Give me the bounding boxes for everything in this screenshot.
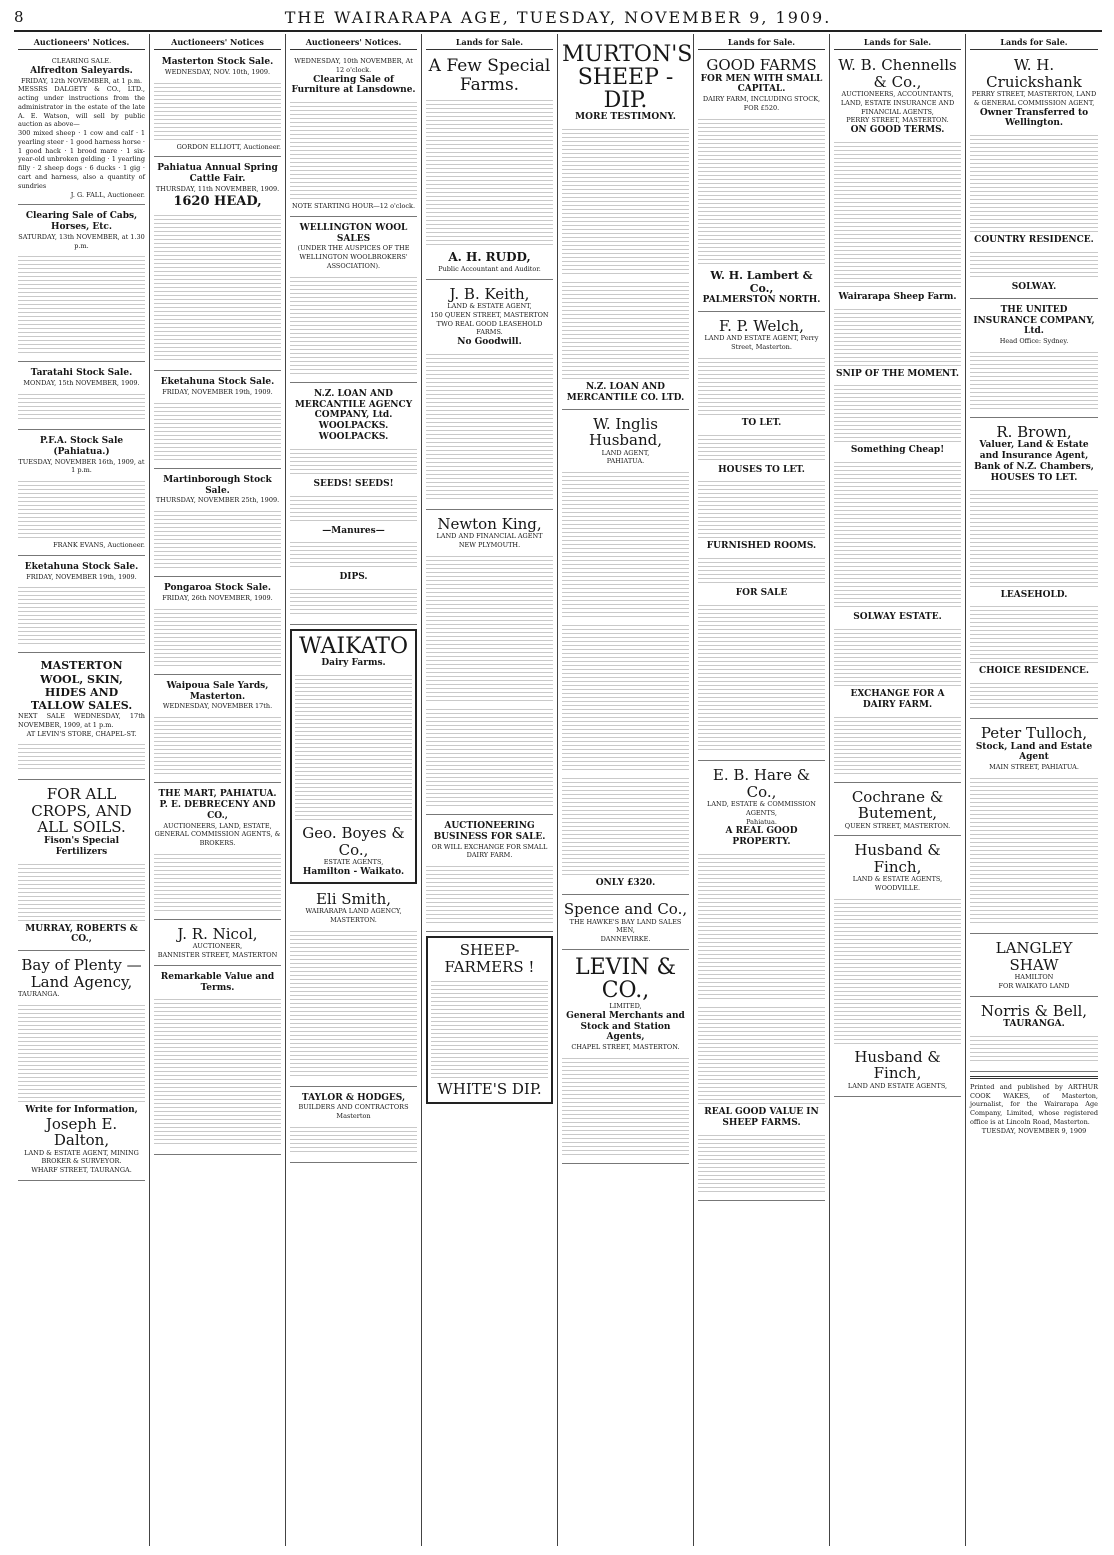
ad-body-text: [18, 584, 145, 644]
ad-body-text: [698, 1132, 825, 1192]
ad-desc: THE HAWKE'S BAY LAND SALES MEN,: [569, 917, 682, 935]
ad-address: WHARF STREET, TAURANGA.: [31, 1166, 132, 1175]
column-header: Lands for Sale.: [426, 34, 553, 50]
ad-body-text: [698, 555, 825, 585]
ad-subtitle: MORE TESTIMONY.: [575, 112, 676, 123]
ad-title: FOR ALL CROPS, AND ALL SOILS.: [31, 785, 132, 837]
ad-title: Clearing Sale of Cabs, Horses, Etc.: [25, 211, 138, 233]
ad-subtitle: Fison's Special Fertilizers: [43, 835, 120, 857]
ad-title: Waipoua Sale Yards, Masterton.: [166, 680, 269, 702]
ad-date: FRIDAY, 26th NOVEMBER, 1909.: [162, 594, 273, 602]
ad-title: THE UNITED INSURANCE COMPANY, Ltd.: [973, 304, 1095, 337]
ad-body-text: [426, 97, 553, 247]
ad-body-text: [426, 706, 553, 806]
ad-desc: Public Accountant and Auditor.: [438, 264, 541, 273]
ad-desc: LIMITED,: [609, 1001, 642, 1010]
ad-body-text: [290, 928, 417, 1078]
ad-fisons: [18, 783, 145, 951]
ad-subtitle: HOUSES TO LET.: [718, 464, 805, 475]
ad-subtitle: FURNISHED ROOMS.: [706, 541, 817, 552]
ad-office: Head Office: Sydney.: [999, 337, 1069, 346]
ad-firm: P. E. DEBRECENY AND CO.,: [159, 799, 276, 821]
ad-desc: ESTATE AGENTS,: [323, 858, 384, 867]
ad-title: Bay of Plenty — Land Agency,: [21, 956, 142, 991]
ad-signature: FRANK EVANS, Auctioneer.: [53, 541, 145, 550]
ad-pongaroa: [154, 580, 281, 675]
ad-place: Masterton: [336, 1112, 371, 1121]
ad-body-text: [834, 459, 961, 609]
ad-name: Cochrane & Butement,: [851, 787, 944, 823]
ad-eketahuna: [18, 559, 145, 654]
ad-title: Remarkable Value and Terms.: [160, 971, 275, 993]
ad-title: Clearing Sale of Furniture at Lansdowne.: [291, 74, 416, 96]
ad-masterton-wool: [18, 656, 145, 780]
ad-body-text: [18, 253, 145, 353]
ad-place: Hamilton - Waikato.: [302, 866, 405, 877]
ad-body-text: [834, 139, 961, 289]
ad-text: MESSRS DALGETY & CO., LTD., acting under instructions from the administrator in the estate of the late A. E. Watson, will sell by public auction as above—: [18, 85, 145, 129]
ad-title: A Few Special Farms.: [428, 56, 551, 95]
ad-name: LEVIN & CO.,: [574, 954, 677, 1003]
ad-name: Husband & Finch,: [854, 1047, 941, 1083]
ad-note: NOTE STARTING HOUR—12 o'clock.: [291, 202, 416, 211]
ad-subtitle: REAL GOOD VALUE IN SHEEP FARMS.: [704, 1106, 819, 1128]
ad-body-text: [562, 126, 689, 276]
ad-date: THURSDAY, 11th NOVEMBER, 1909.: [155, 184, 280, 193]
ad-place: AT LEVIN'S STORE, CHAPEL-ST.: [26, 729, 137, 738]
ad-body-text: [290, 274, 417, 374]
column-header: Auctioneers' Notices.: [290, 34, 417, 50]
ad-body-text: [698, 1004, 825, 1104]
ad-name: W. Inglis Husband,: [588, 414, 662, 450]
ad-place: DANNEVIRKE.: [600, 935, 651, 944]
ad-body-text: [698, 432, 825, 462]
ad-body-text: [562, 469, 689, 619]
ad-body-text: [426, 351, 553, 501]
ad-title: Masterton Stock Sale.: [161, 57, 274, 67]
ad-body-text: [698, 116, 825, 266]
imprint-date: TUESDAY, NOVEMBER 9, 1909: [981, 1126, 1087, 1135]
ad-signature: GORDON ELLIOTT, Auctioneer.: [176, 142, 281, 151]
ad-auction-business: [426, 818, 553, 932]
ad-good-farms: [698, 54, 825, 312]
ad-firm: MURRAY, ROBERTS & CO.,: [25, 923, 138, 945]
ad-date: FRIDAY, 12th NOVEMBER, at 1 p.m.: [20, 76, 143, 85]
ad-body-text: [154, 606, 281, 666]
ad-address: BANNISTER STREET, MASTERTON: [157, 951, 278, 960]
ad-desc: PERRY STREET, MASTERTON, LAND & GENERAL COMMISSION AGENT,: [971, 90, 1097, 107]
ad-name: R. Brown,: [996, 422, 1072, 441]
ad-body-text: [431, 978, 548, 1078]
ad-title: SHEEP-FARMERS !: [444, 941, 535, 976]
ad-subtitle: SOLWAY.: [1011, 281, 1057, 292]
publisher-imprint: Printed and published by ARTHUR COOK WAKES, of Masterton, journalist, for the Wairarapa Age Company, Limited, whose registered office is at Lincoln Road, Masterton.: [970, 1082, 1098, 1126]
ad-date: FRIDAY, NOVEMBER 19th, 1909.: [162, 388, 273, 397]
ad-date: WEDNESDAY, 10th NOVEMBER, At 12 o'clock.: [294, 57, 413, 74]
ad-subtitle: SOLWAY ESTATE.: [853, 612, 942, 623]
ad-body-text: [698, 355, 825, 415]
ad-body-text: [154, 851, 281, 911]
ad-title: P.F.A. Stock Sale (Pahiatua.): [39, 435, 124, 457]
ad-body-text: [970, 249, 1098, 279]
ad-subtitle: ON GOOD TERMS.: [850, 125, 945, 136]
ad-name: J. B. Keith,: [449, 284, 530, 303]
ad-inglis-husband: [562, 413, 689, 895]
ad-desc: LAND AND ESTATE AGENTS,: [847, 1081, 948, 1090]
ad-address: QUEEN STREET, MASTERTON.: [844, 821, 951, 830]
ad-subtitle: Owner Transferred to Wellington.: [979, 107, 1089, 129]
ad-body-text: [18, 1002, 145, 1102]
ad-title: MASTERTON WOOL, SKIN, HIDES AND TALLOW SALES.: [30, 659, 133, 712]
ad-title: AUCTIONEERING BUSINESS FOR SALE.: [433, 820, 546, 842]
ad-subtitle: WOOLPACKS. WOOLPACKS.: [318, 421, 389, 442]
ad-body-text: [562, 1055, 689, 1155]
ad-united-insurance: [970, 302, 1098, 418]
ad-firm: Geo. Boyes & Co.,: [302, 824, 405, 859]
ad-title: Martinborough Stock Sale.: [163, 474, 272, 496]
ad-title: MURTON'S SHEEP - DIP.: [562, 42, 693, 114]
ad-name: Joseph E. Dalton,: [45, 1114, 118, 1150]
ad-subtitle: General Merchants and Stock and Station Agents,: [566, 1010, 685, 1043]
column-1: [14, 34, 150, 1546]
ad-body-text: [290, 99, 417, 199]
ad-lansdowne-furniture: [290, 54, 417, 217]
column-header: Lands for Sale.: [698, 34, 825, 50]
ad-name: Eli Smith,: [315, 889, 392, 908]
ad-title: Pahiatua Annual Spring Cattle Fair.: [157, 163, 278, 185]
ad-subtitle: OR WILL EXCHANGE FOR SMALL DAIRY FARM.: [431, 842, 548, 860]
ad-body-text: [154, 400, 281, 460]
ad-body-text: [834, 382, 961, 442]
ad-body-text: [18, 391, 145, 421]
ad-desc: AUCTIONEERS, LAND, ESTATE, GENERAL COMMISSION AGENTS, & BROKERS.: [154, 821, 281, 848]
column-3: [286, 34, 422, 1546]
column-5: [558, 34, 694, 1546]
ad-the-mart: [154, 786, 281, 920]
ad-address: Bank of N.Z. Chambers,: [974, 461, 1094, 472]
ad-date: TUESDAY, NOVEMBER 16th, 1909, at 1 p.m.: [18, 457, 145, 475]
ad-title: Alfredton Saleyards.: [30, 65, 133, 76]
ad-name: Husband & Finch,: [854, 841, 941, 876]
column-header: Auctioneers' Notices.: [18, 34, 145, 50]
ad-body-text: [562, 279, 689, 379]
ad-body-text: [426, 863, 553, 923]
ad-name: Newton King,: [437, 514, 542, 533]
ad-title: Eketahuna Stock Sale.: [160, 377, 275, 388]
ad-body-text: [290, 446, 417, 476]
ad-cochrane: [834, 786, 961, 837]
ad-newton-king: [426, 513, 553, 815]
ad-chennells: [834, 54, 961, 783]
ad-title: Pongaroa Stock Sale.: [163, 583, 272, 594]
ad-subtitle: (UNDER THE AUSPICES OF THE WELLINGTON WOOLBROKERS' ASSOCIATION).: [297, 244, 410, 271]
ad-place: PALMERSTON NORTH.: [702, 295, 821, 305]
ad-welch: [698, 315, 825, 761]
ad-desc: AUCTIONEERS, ACCOUNTANTS, LAND, ESTATE INSURANCE AND FINANCIAL AGENTS,: [840, 90, 955, 116]
ad-name: Peter Tulloch,: [980, 724, 1088, 743]
ad-subtitle: SEEDS! SEEDS!: [313, 478, 394, 489]
column-header: Auctioneers' Notices: [154, 34, 281, 50]
ad-name: LANGLEY SHAW: [995, 939, 1073, 974]
ad-product: WHITE'S DIP.: [437, 1080, 542, 1099]
ad-name: Spence and Co.,: [563, 900, 688, 918]
ad-subtitle: DIPS.: [339, 572, 368, 583]
ad-waipoua: [154, 678, 281, 783]
ad-subtitle: COUNTRY RESIDENCE.: [974, 235, 1094, 246]
ad-body-text: [970, 775, 1098, 925]
ad-title: GOOD FARMS: [706, 56, 817, 74]
ad-murtons-dip: [562, 40, 693, 410]
ad-count: 1620 HEAD,: [173, 193, 262, 209]
ad-masterton-stock: [154, 54, 281, 157]
ad-date: WEDNESDAY, NOV. 10th, 1909.: [164, 67, 271, 76]
ad-norris-bell: [970, 1000, 1098, 1072]
ad-title: N.Z. LOAN AND MERCANTILE AGENCY COMPANY, Ltd.: [294, 388, 413, 421]
ad-place: WOODVILLE.: [874, 884, 921, 893]
ad-firm: TAYLOR & HODGES,: [301, 1092, 406, 1103]
ad-place: NEW PLYMOUTH.: [458, 541, 521, 550]
ad-desc: LAND AND ESTATE AGENT, Perry Street, Masterton.: [704, 334, 819, 352]
ad-whites-dip: [426, 936, 553, 1104]
ad-desc: LAND AND FINANCIAL AGENT: [436, 532, 543, 541]
ad-taylor-hodges: [290, 1090, 417, 1163]
ad-body-text: [970, 680, 1098, 710]
ad-name: E. B. Hare & Co.,: [712, 766, 811, 801]
ad-desc: Valuer, Land & Estate and Insurance Agent,: [979, 440, 1089, 462]
ad-tulloch: [970, 722, 1098, 934]
ad-desc: LAND & ESTATE AGENT, MINING BROKER & SURVEYOR.: [24, 1148, 139, 1166]
column-6: [694, 34, 830, 1546]
ad-subtitle: LEASEHOLD.: [1000, 589, 1068, 600]
ad-desc: LAND & ESTATE AGENT,: [447, 302, 532, 311]
newspaper-columns: [14, 34, 1102, 1546]
ad-langley-shaw: [970, 937, 1098, 997]
ad-address: CHAPEL STREET, MASTERTON.: [571, 1043, 680, 1052]
ad-desc: LAND & ESTATE AGENTS,: [852, 875, 943, 884]
ad-martinborough: [154, 472, 281, 577]
ad-subtitle: —Manures—: [322, 525, 385, 536]
ad-body-text: [295, 672, 412, 822]
ad-clearing-cabs: [18, 208, 145, 362]
ad-subtitle: TWO REAL GOOD LEASEHOLD FARMS.: [436, 319, 543, 337]
ad-title: WELLINGTON WOOL SALES: [299, 222, 408, 244]
ad-desc: Stock, Land and Estate Agent: [975, 741, 1093, 763]
ad-place: TAURANGA.: [18, 990, 60, 999]
ad-body-text: [698, 851, 825, 1001]
ad-name: Norris & Bell,: [980, 1001, 1088, 1020]
ad-title: Eketahuna Stock Sale.: [24, 561, 139, 572]
ad-body-text: [970, 487, 1098, 587]
ad-subtitle: TO LET.: [741, 417, 782, 428]
ad-brown: [970, 421, 1098, 719]
ad-body-text: [290, 586, 417, 616]
ad-date: FRIDAY, NOVEMBER 19th, 1909.: [26, 572, 137, 581]
ad-spence: [562, 898, 689, 950]
ad-name: W. H. Cruickshank: [986, 56, 1082, 91]
ad-nicol: [154, 923, 281, 966]
ad-body-text: [154, 996, 281, 1146]
ad-subtitle: FOR SALE: [735, 588, 788, 599]
ad-body-text: [154, 212, 281, 362]
ad-body-text: [970, 1033, 1098, 1063]
ad-name: W. B. Chennells & Co.,: [838, 56, 957, 91]
ad-subtitle: CHOICE RESIDENCE.: [979, 666, 1089, 677]
ad-body-text: [154, 508, 281, 568]
ad-wellington-wool: [290, 220, 417, 383]
ad-date: MONDAY, 15th NOVEMBER, 1909.: [23, 379, 140, 388]
ad-pahiatua-fair: [154, 160, 281, 371]
column-4: [422, 34, 558, 1546]
ad-place: HAMILTON: [1014, 973, 1054, 982]
ad-body-text: [290, 493, 417, 523]
ad-firm: N.Z. LOAN AND MERCANTILE CO. LTD.: [566, 382, 685, 403]
ad-husband-finch: [834, 839, 961, 1096]
ad-body-text: [562, 622, 689, 772]
ad-title: Taratahi Stock Sale.: [30, 368, 133, 379]
ad-desc: BUILDERS AND CONTRACTORS: [298, 1103, 409, 1112]
ad-body-text: [18, 478, 145, 538]
divider: [970, 1076, 1098, 1079]
ad-pfa: [18, 433, 145, 556]
column-header: Lands for Sale.: [970, 34, 1098, 50]
ad-alfredton: [18, 54, 145, 205]
ad-body-text: [154, 714, 281, 774]
ad-levin: [562, 953, 689, 1164]
ad-subtitle: EXCHANGE FOR A DAIRY FARM.: [850, 689, 945, 710]
ad-hare: [698, 764, 825, 1200]
ad-subtitle: Dairy Farms.: [321, 658, 386, 669]
ad-subtitle: Something Cheap!: [850, 445, 945, 456]
ad-subtitle: No Goodwill.: [457, 337, 522, 348]
ad-body-text: [834, 714, 961, 774]
column-8: [966, 34, 1102, 1546]
ad-body-text: [970, 349, 1098, 409]
ad-taratahi: [18, 365, 145, 430]
ad-title: WAIKATO: [298, 634, 409, 660]
ad-eketahuna-2: [154, 374, 281, 469]
ad-body-text: [18, 861, 145, 921]
ad-body-text: [698, 602, 825, 752]
ad-address: 150 QUEEN STREET, MASTERTON: [430, 310, 549, 319]
ad-name: F. P. Welch,: [719, 316, 804, 335]
ad-body-text: [970, 132, 1098, 232]
ad-subtitle: Write for Information,: [25, 1104, 138, 1115]
ad-name: J. R. Nicol,: [177, 924, 258, 943]
ad-body-text: [562, 775, 689, 875]
ad-nz-loan: [290, 386, 417, 625]
ad-body-text: [698, 478, 825, 538]
ad-desc: WAIRARAPA LAND AGENCY, MASTERTON.: [305, 907, 402, 924]
column-7: [830, 34, 966, 1546]
ad-subtitle: Wairarapa Sheep Farm.: [838, 291, 957, 302]
ad-date: SATURDAY, 13th NOVEMBER, at 1.30 p.m.: [18, 232, 145, 250]
ad-eli-smith: [290, 888, 417, 1087]
ad-body-text: [834, 626, 961, 686]
ad-subtitle: HOUSES TO LET.: [990, 472, 1078, 483]
ad-body-text: [426, 553, 553, 703]
ad-cruickshank: [970, 54, 1098, 299]
ad-items: 300 mixed sheep · 1 cow and calf · 1 yearling steer · 1 good harness horse · 1 good hack · 1 brood mare · 1 six-year-old unbroken gelding · 1 yearling filly · 2 sheep dogs · 6 ducks · 1 gig · cart and harness, also a quantity of sundries: [18, 129, 145, 190]
ad-subtitle: SNIP OF THE MOMENT.: [836, 368, 959, 379]
ad-remarkable-value: [154, 969, 281, 1156]
newspaper-title: THE WAIRARAPA AGE, TUESDAY, NOVEMBER 9, 1909.: [284, 7, 832, 27]
ad-body-text: [290, 1124, 417, 1154]
ad-body-text: [290, 539, 417, 569]
ad-firm: W. H. Lambert & Co.,: [710, 268, 813, 295]
column-2: [150, 34, 286, 1546]
ad-place: PAHIATUA.: [606, 457, 645, 466]
ad-title: THE MART, PAHIATUA.: [158, 789, 277, 800]
ad-desc: AUCTIONEER,: [192, 942, 243, 951]
ad-subtitle: FOR MEN WITH SMALL CAPITAL.: [700, 73, 823, 95]
ad-desc: FOR WAIKATO LAND: [998, 981, 1070, 990]
ad-address: MAIN STREET, PAHIATUA.: [989, 763, 1079, 772]
ad-price: ONLY £320.: [595, 878, 656, 889]
ad-body-text: [834, 896, 961, 1046]
ad-firm: A. H. RUDD,: [448, 250, 531, 265]
ad-bay-of-plenty: [18, 954, 145, 1181]
ad-place: Pahiatua.: [746, 817, 777, 826]
ad-body-text: [834, 306, 961, 366]
ad-date: NEXT SALE WEDNESDAY, 17th NOVEMBER, 1909, at 1 p.m.: [18, 712, 145, 729]
column-header: Lands for Sale.: [834, 34, 961, 50]
ad-label: CLEARING SALE.: [51, 57, 112, 65]
ad-body-text: [18, 741, 145, 771]
page-number: 8: [14, 8, 24, 26]
ad-subtitle: A REAL GOOD PROPERTY.: [725, 826, 798, 848]
ad-desc: LAND, ESTATE & COMMISSION AGENTS,: [707, 800, 816, 817]
ad-date: WEDNESDAY, NOVEMBER 17th.: [162, 702, 273, 711]
ad-subtitle: DAIRY FARM, INCLUDING STOCK, FOR £520.: [702, 95, 821, 112]
ad-keith: [426, 283, 553, 510]
ad-date: THURSDAY, NOVEMBER 25th, 1909.: [155, 496, 280, 505]
masthead: [14, 4, 1102, 32]
ad-waikato: [290, 629, 417, 883]
ad-signature: J. G. FALL, Auctioneer.: [70, 190, 145, 199]
ad-body-text: [970, 603, 1098, 663]
ad-place: TAURANGA.: [1003, 1019, 1065, 1030]
ad-address: PERRY STREET, MASTERTON.: [846, 116, 949, 125]
ad-desc: LAND AGENT,: [601, 448, 650, 457]
ad-body-text: [154, 80, 281, 140]
ad-special-farms: [426, 54, 553, 280]
